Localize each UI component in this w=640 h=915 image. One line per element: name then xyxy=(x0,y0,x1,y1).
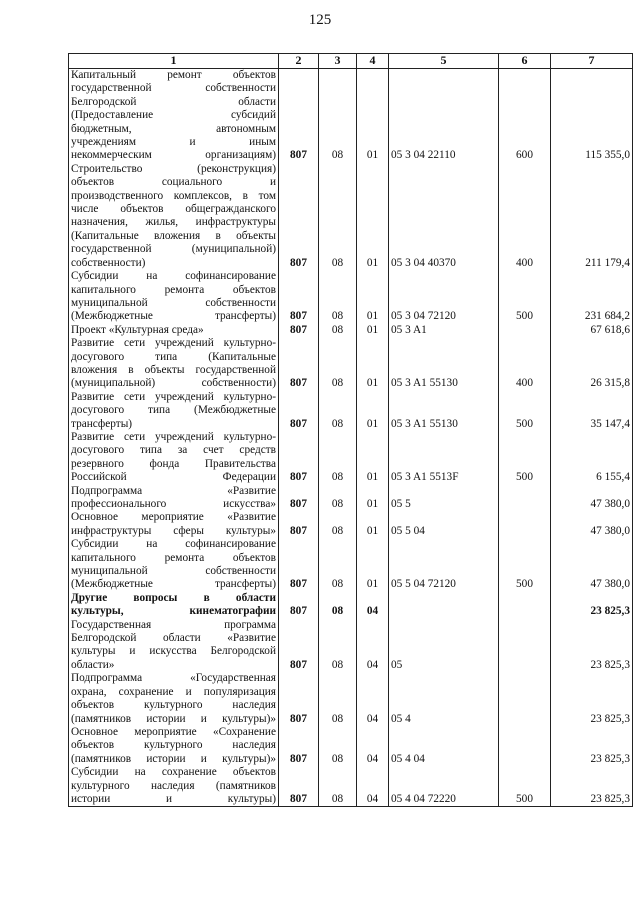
gr-code-cell: 807 xyxy=(279,538,319,592)
row-name-line: производственного комплексов, в том xyxy=(71,189,276,202)
table-row xyxy=(69,726,633,766)
row-name-line: Капитальный ремонт объектов xyxy=(71,69,276,81)
subsection-code-cell: 04 xyxy=(357,619,389,673)
row-name-line: (Межбюджетные трансферты) xyxy=(71,578,276,591)
section-code-cell: 08 xyxy=(319,270,357,324)
page-number: 125 xyxy=(308,12,332,28)
table-row xyxy=(69,163,633,270)
row-name-line: Основное мероприятие «Развитие xyxy=(71,511,276,524)
subsection-code-cell: 01 xyxy=(357,324,389,337)
amount-cell: 6 155,4 xyxy=(551,431,633,485)
section-code-cell: 08 xyxy=(319,485,357,512)
amount-cell: 23 825,3 xyxy=(551,766,633,807)
row-name-cell xyxy=(69,726,279,766)
row-name-cell xyxy=(69,431,279,485)
section-code-cell: 08 xyxy=(319,324,357,337)
row-name-line: досугового типа (Капитальные xyxy=(71,350,276,363)
budget-table xyxy=(68,53,633,807)
amount-cell: 23 825,3 xyxy=(551,619,633,673)
subsection-code-cell: 04 xyxy=(357,592,389,619)
row-name-cell xyxy=(69,69,279,163)
expense-type-cell: 400 xyxy=(499,337,551,391)
row-name-line: области» xyxy=(71,658,115,671)
row-name-line: Проект «Культурная среда» xyxy=(71,323,204,336)
expense-type-cell: 600 xyxy=(499,69,551,163)
row-name-line: досугового типа (Межбюджетные xyxy=(71,404,276,417)
gr-code-cell: 807 xyxy=(279,511,319,538)
target-article-cell: 05 4 xyxy=(389,672,499,726)
target-article-cell: 05 4 04 72220 xyxy=(389,766,499,807)
row-name-line: резервного фонда Правительства xyxy=(71,457,276,470)
expense-type-cell xyxy=(499,485,551,512)
amount-cell: 47 380,0 xyxy=(551,511,633,538)
expense-type-cell: 500 xyxy=(499,431,551,485)
row-name-line: капитального ремонта объектов xyxy=(71,551,276,564)
section-code-cell: 08 xyxy=(319,538,357,592)
subsection-code-cell: 01 xyxy=(357,270,389,324)
column-header: 4 xyxy=(357,54,389,69)
section-code-cell: 08 xyxy=(319,431,357,485)
row-name-line: культуры, кинематографии xyxy=(71,605,276,618)
gr-code-cell: 807 xyxy=(279,672,319,726)
row-name-line: (Предоставление субсидий xyxy=(71,109,276,122)
subsection-code-cell: 01 xyxy=(357,337,389,391)
row-name-line: Развитие сети учреждений культурно- xyxy=(71,390,276,403)
section-code-cell: 08 xyxy=(319,726,357,766)
table-row xyxy=(69,270,633,324)
row-name-cell xyxy=(69,766,279,807)
row-name-line: культурного наследия (памятников xyxy=(71,779,276,792)
row-name-line: досугового типа за счет средств xyxy=(71,444,276,457)
table-row xyxy=(69,337,633,391)
target-article-cell: 05 3 A1 xyxy=(389,324,499,337)
row-name-cell xyxy=(69,592,279,619)
row-name-line: Российской Федерации xyxy=(71,471,276,484)
subsection-code-cell: 01 xyxy=(357,163,389,270)
row-name-cell xyxy=(69,538,279,592)
row-name-line: государственной (муниципальной) xyxy=(71,243,276,256)
row-name-cell xyxy=(69,270,279,324)
expense-type-cell: 400 xyxy=(499,163,551,270)
row-name-line: учреждениям и иным xyxy=(71,136,276,149)
section-code-cell: 08 xyxy=(319,337,357,391)
amount-cell: 23 825,3 xyxy=(551,592,633,619)
row-name-line: собственности) xyxy=(71,256,146,269)
target-article-cell: 05 xyxy=(389,619,499,673)
gr-code-cell: 807 xyxy=(279,592,319,619)
table-row xyxy=(69,672,633,726)
row-name-cell xyxy=(69,511,279,538)
row-name-line: Подпрограмма «Государственная xyxy=(71,672,276,685)
subsection-code-cell: 04 xyxy=(357,726,389,766)
row-name-line: числе объектов общегражданского xyxy=(71,203,276,216)
amount-cell: 47 380,0 xyxy=(551,485,633,512)
row-name-line: трансферты) xyxy=(71,417,133,430)
row-name-line: объектов культурного наследия xyxy=(71,739,276,752)
expense-type-cell xyxy=(499,592,551,619)
amount-cell: 23 825,3 xyxy=(551,672,633,726)
table-header-row xyxy=(69,54,633,69)
row-name-line: (муниципальной) собственности) xyxy=(71,377,276,390)
column-header: 7 xyxy=(551,54,633,69)
row-name-line: (памятников истории и культуры)» xyxy=(71,752,276,765)
target-article-cell: 05 4 04 xyxy=(389,726,499,766)
row-name-line: Белгородской области xyxy=(71,95,276,108)
amount-cell: 231 684,2 xyxy=(551,270,633,324)
row-name-cell xyxy=(69,337,279,391)
row-name-cell xyxy=(69,672,279,726)
target-article-cell: 05 3 04 22110 xyxy=(389,69,499,163)
row-name-line: Государственная программа xyxy=(71,618,276,631)
amount-cell: 211 179,4 xyxy=(551,163,633,270)
subsection-code-cell: 04 xyxy=(357,672,389,726)
row-name-line: Строительство (реконструкция) xyxy=(71,162,276,175)
row-name-line: объектов социального и xyxy=(71,176,276,189)
subsection-code-cell: 01 xyxy=(357,391,389,431)
expense-type-cell xyxy=(499,511,551,538)
row-name-cell xyxy=(69,391,279,431)
gr-code-cell: 807 xyxy=(279,431,319,485)
amount-cell: 23 825,3 xyxy=(551,726,633,766)
column-header: 2 xyxy=(279,54,319,69)
subsection-code-cell: 04 xyxy=(357,766,389,807)
row-name-line: муниципальной собственности xyxy=(71,565,276,578)
row-name-line: бюджетным, автономным xyxy=(71,122,276,135)
row-name-line: государственной собственности xyxy=(71,82,276,95)
subsection-code-cell: 01 xyxy=(357,69,389,163)
expense-type-cell xyxy=(499,672,551,726)
target-article-cell: 05 3 A1 5513F xyxy=(389,431,499,485)
gr-code-cell: 807 xyxy=(279,270,319,324)
amount-cell: 47 380,0 xyxy=(551,538,633,592)
section-code-cell: 08 xyxy=(319,672,357,726)
target-article-cell: 05 3 04 40370 xyxy=(389,163,499,270)
row-name-line: капитального ремонта объектов xyxy=(71,283,276,296)
row-name-line: Субсидии на софинансирование xyxy=(71,270,276,283)
row-name-line: некоммерческим организациям) xyxy=(71,149,276,162)
target-article-cell: 05 5 04 72120 xyxy=(389,538,499,592)
target-article-cell: 05 5 04 xyxy=(389,511,499,538)
expense-type-cell: 500 xyxy=(499,270,551,324)
row-name-line: (Межбюджетные трансферты) xyxy=(71,310,276,323)
row-name-line: истории и культуры) xyxy=(71,792,276,805)
row-name-line: профессионального искусства» xyxy=(71,498,276,510)
column-header: 1 xyxy=(69,54,279,69)
row-name-cell xyxy=(69,163,279,270)
subsection-code-cell: 01 xyxy=(357,485,389,512)
section-code-cell: 08 xyxy=(319,619,357,673)
gr-code-cell: 807 xyxy=(279,337,319,391)
row-name-line: Субсидии на сохранение объектов xyxy=(71,766,276,779)
row-name-line: Субсидии на софинансирование xyxy=(71,538,276,551)
table-row xyxy=(69,485,633,512)
row-name-line: охрана, сохранение и популяризация xyxy=(71,685,276,698)
row-name-line: Подпрограмма «Развитие xyxy=(71,484,276,497)
target-article-cell xyxy=(389,592,499,619)
column-header: 6 xyxy=(499,54,551,69)
section-code-cell: 08 xyxy=(319,511,357,538)
subsection-code-cell: 01 xyxy=(357,431,389,485)
amount-cell: 26 315,8 xyxy=(551,337,633,391)
gr-code-cell: 807 xyxy=(279,163,319,270)
subsection-code-cell: 01 xyxy=(357,511,389,538)
expense-type-cell: 500 xyxy=(499,766,551,807)
row-name-cell xyxy=(69,324,279,337)
section-code-cell: 08 xyxy=(319,391,357,431)
column-header: 3 xyxy=(319,54,357,69)
subsection-code-cell: 01 xyxy=(357,538,389,592)
amount-cell: 35 147,4 xyxy=(551,391,633,431)
gr-code-cell: 807 xyxy=(279,726,319,766)
expense-type-cell: 500 xyxy=(499,538,551,592)
expense-type-cell: 500 xyxy=(499,391,551,431)
expense-type-cell xyxy=(499,324,551,337)
row-name-line: Развитие сети учреждений культурно- xyxy=(71,430,276,443)
row-name-line: муниципальной собственности xyxy=(71,296,276,309)
table-row xyxy=(69,69,633,163)
row-name-line: Основное мероприятие «Сохранение xyxy=(71,725,276,738)
table-row xyxy=(69,431,633,485)
row-name-line: (памятников истории и культуры)» xyxy=(71,712,276,725)
table-row xyxy=(69,592,633,619)
target-article-cell: 05 5 xyxy=(389,485,499,512)
amount-cell: 115 355,0 xyxy=(551,69,633,163)
gr-code-cell: 807 xyxy=(279,619,319,673)
expense-type-cell xyxy=(499,726,551,766)
row-name-line: вложения в объекты государственной xyxy=(71,363,276,376)
section-code-cell: 08 xyxy=(319,766,357,807)
section-code-cell: 08 xyxy=(319,69,357,163)
row-name-cell xyxy=(69,619,279,673)
row-name-cell xyxy=(69,485,279,512)
table-row xyxy=(69,391,633,431)
table-row xyxy=(69,511,633,538)
section-code-cell: 08 xyxy=(319,592,357,619)
table-row xyxy=(69,538,633,592)
row-name-line: культуры и искусства Белгородской xyxy=(71,645,276,658)
target-article-cell: 05 3 04 72120 xyxy=(389,270,499,324)
row-name-line: объектов культурного наследия xyxy=(71,699,276,712)
row-name-line: назначения, жилья, инфраструктуры xyxy=(71,216,276,229)
target-article-cell: 05 3 A1 55130 xyxy=(389,391,499,431)
expense-type-cell xyxy=(499,619,551,673)
gr-code-cell: 807 xyxy=(279,69,319,163)
gr-code-cell: 807 xyxy=(279,485,319,512)
section-code-cell: 08 xyxy=(319,163,357,270)
gr-code-cell: 807 xyxy=(279,766,319,807)
table-row xyxy=(69,619,633,673)
row-name-line: (Капитальные вложения в объекты xyxy=(71,229,276,242)
row-name-line: Развитие сети учреждений культурно- xyxy=(71,337,276,350)
row-name-line: Другие вопросы в области xyxy=(71,591,276,604)
row-name-line: Белгородской области «Развитие xyxy=(71,632,276,645)
target-article-cell: 05 3 A1 55130 xyxy=(389,337,499,391)
amount-cell: 67 618,6 xyxy=(551,324,633,337)
table-row xyxy=(69,324,633,337)
gr-code-cell: 807 xyxy=(279,391,319,431)
gr-code-cell: 807 xyxy=(279,324,319,337)
table-row xyxy=(69,766,633,807)
column-header: 5 xyxy=(389,54,499,69)
row-name-line: инфраструктуры сферы культуры» xyxy=(71,524,276,537)
